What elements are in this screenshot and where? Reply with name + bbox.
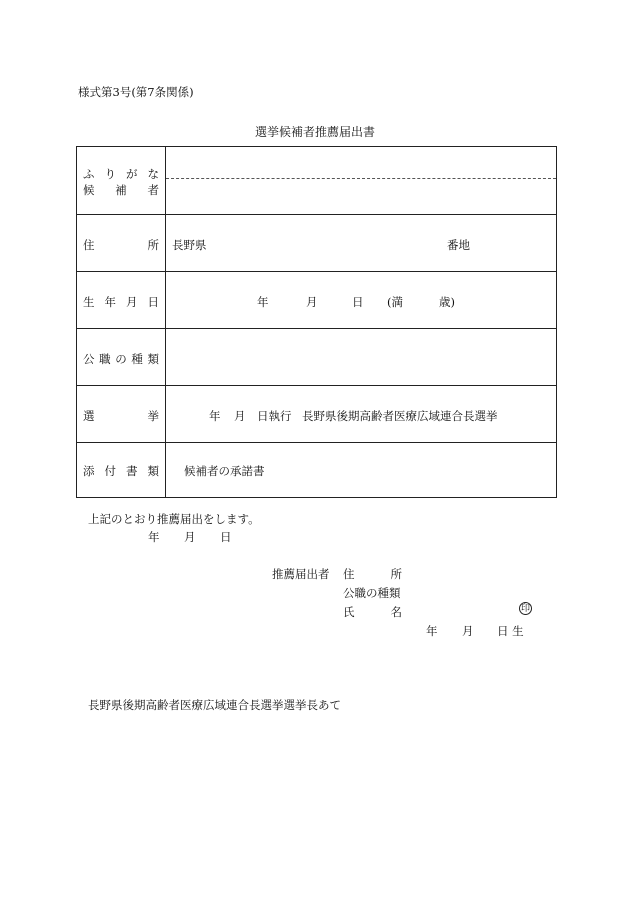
form-title: 選挙候補者推薦届出書 [254,125,375,139]
label-cell [77,386,166,442]
label-candidate: 候 補 者 [83,183,159,197]
birth-year: 年 [257,295,269,309]
row-address [77,215,556,272]
attachment-value: 候補者の承諾書 [184,464,265,478]
row-birth-date [77,272,556,329]
address-prefix: 長野県 [172,238,207,252]
recommender-birth-year: 年 [426,624,438,638]
label-cell [77,329,166,385]
election-name: 長野県後期高齢者医療広域連合長選挙 [302,409,498,423]
age-open: (満 [387,295,403,309]
recommender-name-label: 氏 名 [343,605,402,619]
submission-year: 年 [148,530,160,544]
recommender-birth-day: 日 生 [497,624,524,638]
submission-month: 月 [184,530,196,544]
label-birth-date: 生 年 月 日 [83,295,159,309]
label-cell [77,443,166,497]
recommender-address-label: 住 所 [343,567,402,581]
seal-mark: 印 [520,604,530,614]
label-attachments: 添 付 書 類 [83,464,159,478]
label-cell [77,147,166,214]
recommender-heading: 推薦届出者 [272,567,330,581]
birth-month: 月 [306,295,318,309]
age-close: 歳) [439,295,455,309]
furigana-divider [166,178,556,179]
row-office-type [77,329,556,386]
label-office-type: 公 職 の 種 類 [83,352,159,366]
addressee: 長野県後期高齢者医療広域連合長選挙選挙長あて [88,698,341,712]
label-cell [77,215,166,271]
label-address: 住 所 [83,238,159,252]
label-furigana: ふ り が な [83,167,159,181]
label-election: 選 挙 [83,409,159,423]
submission-day: 日 [220,530,232,544]
birth-day: 日 [352,295,364,309]
recommender-office-label: 公職の種類 [343,586,401,600]
form-number: 様式第3号(第7条関係) [78,85,194,99]
row-attachments [77,443,556,497]
election-month: 月 [234,409,246,423]
label-cell [77,272,166,328]
declaration-text: 上記のとおり推薦届出をします。 [88,512,260,526]
election-year: 年 [209,409,221,423]
recommender-birth-month: 月 [462,624,474,638]
row-election [77,386,556,443]
row-candidate [77,147,556,215]
election-day: 日執行 [257,409,292,423]
address-suffix: 番地 [447,238,470,252]
form-table [76,146,557,498]
